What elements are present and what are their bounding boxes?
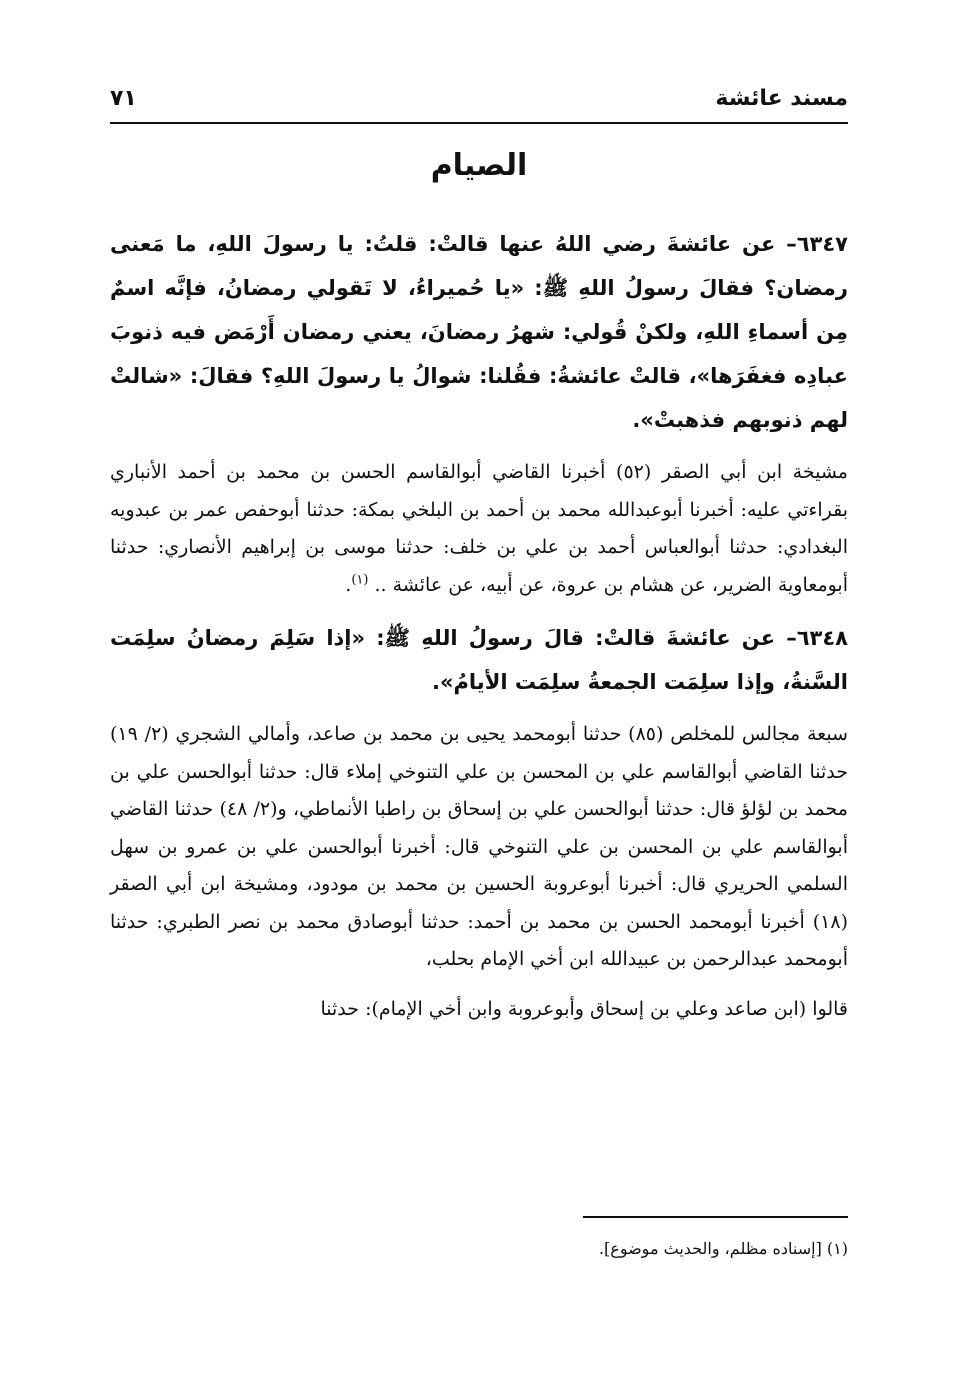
footnote: (١) [إسناده مظلم، والحديث موضوع]. xyxy=(598,1239,848,1258)
hadith-6348: ٦٣٤٨– عن عائشةَ قالتْ: قالَ رسولُ اللهِ ﷺ: «إذا سَلِمَ رمضانُ سلِمَت السَّنةُ، وإذا سلِمَت الجمعةُ سلِمَت الأيامُ». xyxy=(110,626,848,694)
source-6347: مشيخة ابن أبي الصقر (٥٢) أخبرنا القاضي أبوالقاسم الحسن بن محمد بن أحمد الأنباري بقراءتي عليه: أخبرنا أبوعبدالله محمد بن أحمد بن البلخي بمكة: حدثنا أبوحفص عمر بن عبدويه البغدادي: حدثنا أبوالعباس أحمد بن علي بن خلف: حدثنا موسى بن إبراهيم الأنصاري: حدثنا أبومعاوية الضرير، عن هشام بن عروة، عن أبيه، عن عائشة .. $^{(١)}$. xyxy=(110,461,848,596)
continuation-text: قالوا (ابن صاعد وعلي بن إسحاق وأبوعروبة وابن أخي الإمام): حدثنا xyxy=(320,997,848,1020)
hadith-6347: ٦٣٤٧– عن عائشةَ رضي اللهُ عنها قالتْ: قلتُ: يا رسولَ اللهِ، ما مَعنى رمضان؟ فقالَ رسولُ اللهِ ﷺ: «يا حُميراءُ، لا تَقولي رمضانُ، فإنَّه اسمٌ مِن أسماءِ اللهِ، ولكنْ قُولي: شهرُ رمضانَ، يعني رمضان أَرْمَض فيه ذنوبَ عبادِه فغفَرَها»، قالتْ عائشةُ: فقُلنا: شوالُ يا رسولَ اللهِ؟ فقالَ: «شالتْ لهم ذنوبهم فذهبتْ». xyxy=(110,232,848,432)
footnote-divider xyxy=(583,1216,848,1218)
page-number: ٧١ xyxy=(110,86,137,111)
running-header xyxy=(110,82,848,124)
chapter-title: الصيام xyxy=(430,148,528,183)
source-6347-text: مشيخة ابن أبي الصقر (٥٢) أخبرنا القاضي أبوالقاسم الحسن بن محمد بن أحمد الأنباري بقراءتي عليه: أخبرنا أبوعبدالله محمد بن أحمد بن البلخي بمكة: حدثنا أبوحفص عمر بن عبدويه البغدادي: حدثنا أبوالعباس أحمد بن علي بن خلف: حدثنا موسى بن إبراهيم الأنصاري: حدثنا أبومعاوية الضرير، عن هشام بن عروة، عن أبيه، عن عائشة .. xyxy=(110,461,848,596)
main-text xyxy=(110,222,848,1040)
running-title: مسند عائشة xyxy=(715,86,848,111)
footnote-reference[interactable]: (١) xyxy=(351,572,369,588)
source-6348: سبعة مجالس للمخلص (٨٥) حدثنا أبومحمد يحيى بن محمد بن صاعد، وأمالي الشجري (٢/ ١٩) حدثنا القاضي أبوالقاسم علي بن المحسن بن علي التنوخي إملاء قال: حدثنا أبوالحسن علي بن محمد بن لؤلؤ قال: حدثنا أبوالحسن علي بن إسحاق بن راطبا الأنماطي، و(٢/ ٤٨) حدثنا القاضي أبوالقاسم علي بن المحسن بن علي التنوخي قال: أخبرنا أبوالحسن علي بن عمرو بن سهل السلمي الحريري قال: أخبرنا أبوعروبة الحسين بن محمد بن مودود، ومشيخة ابن أبي الصقر (١٨) أخبرنا أبومحمد الحسن بن محمد بن أحمد: حدثنا أبوصادق محمد بن نصر الطبري: حدثنا أبومحمد عبدالرحمن بن عبيدالله ابن أخي الإمام بحلب، xyxy=(110,723,848,970)
